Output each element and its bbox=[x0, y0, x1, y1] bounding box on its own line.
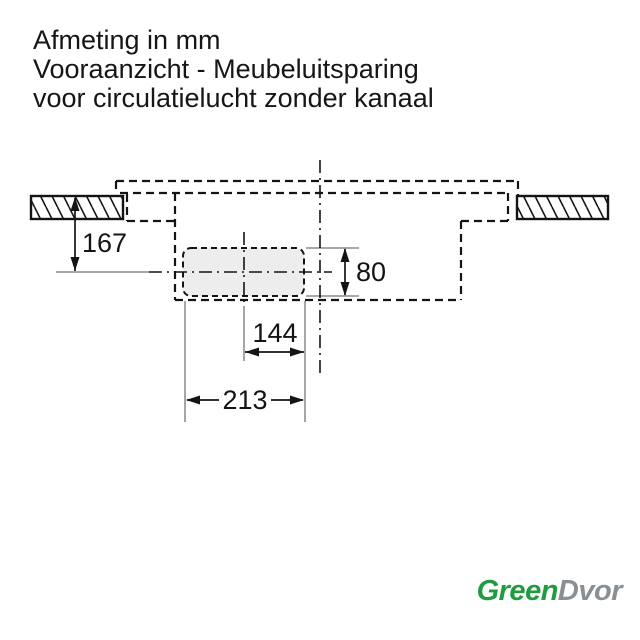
arrow-left-icon bbox=[186, 396, 200, 405]
dimension-label-213: 213 bbox=[222, 385, 268, 415]
arrow-up-icon bbox=[341, 248, 350, 262]
worktop-cross-section-right bbox=[517, 196, 608, 219]
dimension-label-144: 144 bbox=[252, 318, 298, 348]
title-line-2: Vooraanzicht - Meubeluitsparing bbox=[33, 54, 419, 84]
arrow-down-icon bbox=[71, 257, 80, 271]
dimension-label-167: 167 bbox=[82, 228, 128, 258]
brand-logo-green: Green bbox=[476, 575, 558, 607]
dimension-144 bbox=[245, 348, 304, 357]
title-line-3: voor circulatielucht zonder kanaal bbox=[33, 83, 434, 113]
arrow-right-icon bbox=[290, 348, 304, 357]
dimension-80 bbox=[341, 248, 350, 296]
dimension-label-80: 80 bbox=[356, 257, 387, 287]
dimension-167 bbox=[71, 197, 80, 271]
arrow-left-icon bbox=[245, 348, 259, 357]
brand-logo-gray: Dvor bbox=[557, 575, 622, 607]
arrow-right-icon bbox=[290, 396, 304, 405]
arrow-down-icon bbox=[341, 282, 350, 296]
brand-logo bbox=[477, 575, 622, 608]
appliance-dashed-outline bbox=[116, 181, 518, 300]
title-line-1: Afmeting in mm bbox=[33, 25, 221, 55]
